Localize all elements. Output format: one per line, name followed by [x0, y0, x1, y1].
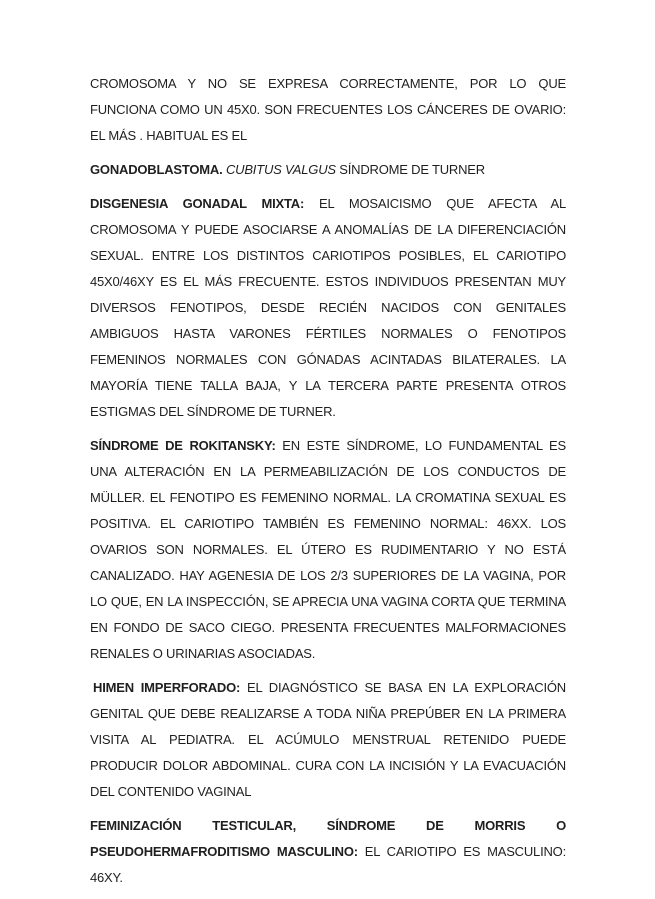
paragraph-text: CROMOSOMA Y NO SE EXPRESA CORRECTAMENTE, POR LO QUE FUNCIONA COMO UN 45X0. SON FRECUENTES LOS CÁNCERES DE OVARIO: EL MÁS . HABITUAL ES EL: [90, 76, 566, 143]
himen-body-text: EL DIAGNÓSTICO SE BASA EN LA EXPLORACIÓN GENITAL QUE DEBE REALIZARSE A TODA NIÑA PREPÚBER EN LA PRIMERA VISITA AL PEDIATRA. EL ACÚMULO MENSTRUAL RETENIDO PUEDE PRODUCIR DOLOR ABDOMINAL. CURA CON LA INCISIÓN Y LA EVACUACIÓN DEL CONTENIDO VAGINAL: [90, 680, 566, 799]
paragraph-himen-imperforado: [90, 675, 566, 805]
feminizacion-body-text: EL CARIOTIPO ES MASCULINO: 46XY.: [90, 844, 566, 885]
document-body: [90, 71, 566, 899]
rokitansky-body-text: EN ESTE SÍNDROME, LO FUNDAMENTAL ES UNA ALTERACIÓN EN LA PERMEABILIZACIÓN DE LOS CONDUCTOS DE MÜLLER. EL FENOTIPO ES FEMENINO NORMAL. LA CROMATINA SEXUAL ES POSITIVA. EL CARIOTIPO TAMBIÉN ES FEMENINO NORMAL: 46XX. LOS OVARIOS SON NORMALES. EL ÚTERO ES RUDIMENTARIO Y NO ESTÁ CANALIZADO. HAY AGENESIA DE LOS 2/3 SUPERIORES DE LA VAGINA, POR LO QUE, EN LA INSPECCIÓN, SE APRECIA UNA VAGINA CORTA QUE TERMINA EN FONDO DE SACO CIEGO. PRESENTA FRECUENTES MALFORMACIONES RENALES O URINARIAS ASOCIADAS.: [90, 438, 566, 661]
cubitus-valgus-italic: CUBITUS VALGUS: [225, 162, 340, 177]
himen-heading: HIMEN IMPERFORADO:: [93, 680, 247, 695]
paragraph-gonadoblastoma: [90, 157, 566, 183]
disgenesia-body-text: EL MOSAICISMO QUE AFECTA AL CROMOSOMA Y PUEDE ASOCIARSE A ANOMALÍAS DE LA DIFERENCIACIÓN SEXUAL. ENTRE LOS DISTINTOS CARIOTIPOS POSIBLES, EL CARIOTIPO 45X0/46XY ES EL MÁS FRECUENTE. ESTOS INDIVIDUOS PRESENTAN MUY DIVERSOS FENOTIPOS, DESDE RECIÉN NACIDOS CON GENITALES AMBIGUOS HASTA VARONES FÉRTILES NORMALES O FENOTIPOS FEMENINOS NORMALES CON GÓNADAS ACINTADAS BILATERALES. LA MAYORÍA TIENE TALLA BAJA, Y LA TERCERA PARTE PRESENTA OTROS ESTIGMAS DEL SÍNDROME DE TURNER.: [90, 196, 566, 419]
gonadoblastoma-heading: GONADOBLASTOMA.: [90, 162, 226, 177]
paragraph-intro-continuation: [90, 71, 566, 149]
paragraph-feminizacion-testicular: [90, 813, 566, 891]
paragraph-sindrome-rokitansky: [90, 433, 566, 667]
paragraph-disgenesia-gonadal-mixta: [90, 191, 566, 425]
rokitansky-heading: SÍNDROME DE ROKITANSKY:: [90, 438, 283, 453]
feminizacion-heading: FEMINIZACIÓN TESTICULAR, SÍNDROME DE MORRIS O PSEUDOHERMAFRODITISMO MASCULINO:: [90, 818, 566, 859]
disgenesia-heading: DISGENESIA GONADAL MIXTA:: [90, 196, 319, 211]
sindrome-turner-text: SÍNDROME DE TURNER: [339, 162, 485, 177]
